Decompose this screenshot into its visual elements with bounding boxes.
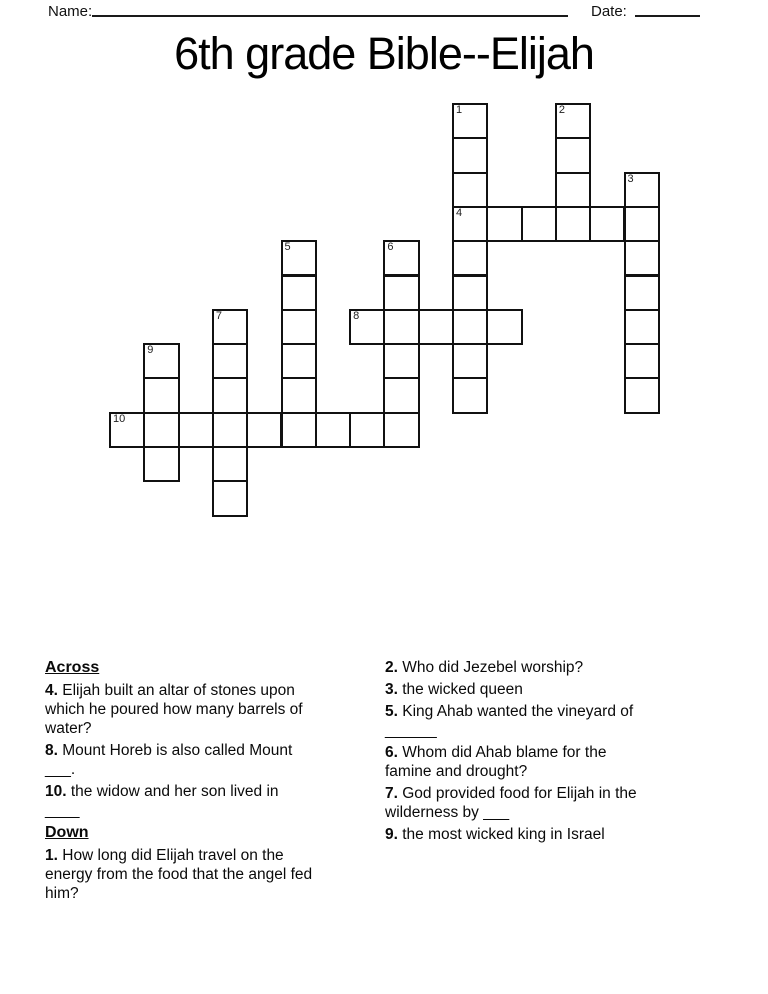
clue-item [45,681,390,738]
clue-number: 2. [385,659,398,676]
down-clues-list-left [45,846,390,903]
down-clues-list-right [385,658,717,844]
clue-text-line: ____ [45,802,80,819]
clue-text-line: 5. King Ahab wanted the vineyard of [385,703,634,720]
grid-cell[interactable] [281,343,317,379]
grid-cell[interactable] [452,172,488,208]
clue-text-line: water? [45,720,92,737]
cell-number: 3 [627,172,634,185]
clue-text-line: 7. God provided food for Elijah in the [385,785,637,802]
grid-cell[interactable] [555,206,591,242]
grid-cell[interactable] [109,412,145,448]
grid-cell[interactable] [418,309,454,345]
grid-cell[interactable] [212,480,248,516]
clue-text-line: famine and drought? [385,763,528,780]
grid-cell[interactable] [452,377,488,413]
clue-text-line: ___. [45,761,76,778]
cell-number: 5 [284,241,291,254]
clue-item [45,741,390,779]
clue-text-line: 2. Who did Jezebel worship? [385,659,584,676]
grid-cell[interactable] [521,206,557,242]
clue-number: 5. [385,703,398,720]
grid-cell[interactable] [281,377,317,413]
clue-text-line: ______ [385,722,437,739]
grid-cell[interactable] [486,206,522,242]
grid-cell[interactable] [452,343,488,379]
grid-cell[interactable] [315,412,351,448]
cell-number: 7 [215,309,223,322]
grid-cell[interactable] [383,377,419,413]
grid-cell[interactable] [212,412,248,448]
grid-cell[interactable] [178,412,214,448]
across-heading: Across [45,659,100,676]
grid-cell[interactable] [281,412,317,448]
clue-item [385,680,717,699]
grid-cell[interactable] [589,206,625,242]
grid-cell[interactable] [452,240,488,276]
down-heading: Down [45,824,89,841]
grid-cell[interactable] [624,240,660,276]
clue-text-line: 6. Whom did Ahab blame for the [385,744,607,761]
page-title: 6th grade Bible--Elijah [174,28,594,79]
grid-cell[interactable] [143,412,179,448]
date-input-line[interactable] [635,15,700,17]
clue-text-line: him? [45,885,79,902]
grid-cell[interactable] [624,377,660,413]
grid-cell[interactable] [624,206,660,242]
grid-cell[interactable] [452,103,488,139]
grid-cell[interactable] [624,172,660,208]
clue-text-line: 8. Mount Horeb is also called Mount [45,742,293,759]
grid-cell[interactable] [383,343,419,379]
clue-number: 9. [385,826,398,843]
name-label: Name: [48,3,93,20]
grid-cell[interactable] [349,412,385,448]
date-label: Date: [591,3,627,20]
cell-number: 6 [387,241,394,254]
cell-number: 1 [456,104,463,116]
cell-number: 8 [353,309,360,322]
clue-text-line: wilderness by ___ [385,804,510,821]
cell-number: 10 [113,412,126,425]
grid-cell[interactable] [143,377,179,413]
clue-item [385,702,717,740]
clue-text-line: 9. the most wicked king in Israel [385,826,605,843]
clue-text-line: 1. How long did Elijah travel on the [45,847,284,864]
grid-cell[interactable] [281,309,317,345]
clue-item [385,658,717,677]
grid-cell[interactable] [212,446,248,482]
grid-cell[interactable] [452,275,488,311]
grid-cell[interactable] [383,412,419,448]
grid-cell[interactable] [246,412,282,448]
clues-left-column [45,658,390,906]
clue-number: 3. [385,681,398,698]
clue-text-line: which he poured how many barrels of [45,701,303,718]
clue-number: 8. [45,742,58,759]
grid-cell[interactable] [452,309,488,345]
clue-text-line: 4. Elijah built an altar of stones upon [45,682,295,699]
clue-item [45,846,390,903]
grid-cell[interactable] [624,275,660,311]
grid-cell[interactable] [143,446,179,482]
grid-cell[interactable] [555,103,591,139]
grid-cell[interactable] [212,377,248,413]
clue-text-line: 10. the widow and her son lived in [45,783,279,800]
grid-cell[interactable] [555,172,591,208]
clue-item [385,784,717,822]
clue-number: 6. [385,744,398,761]
grid-cell[interactable] [212,343,248,379]
clue-number: 1. [45,847,58,864]
grid-cell[interactable] [383,275,419,311]
grid-cell[interactable] [281,275,317,311]
grid-cell[interactable] [143,343,179,379]
grid-cell[interactable] [212,309,248,345]
clue-text-line: 3. the wicked queen [385,681,523,698]
clue-number: 10. [45,783,67,800]
grid-cell[interactable] [452,206,488,242]
clue-text-line: energy from the food that the angel fed [45,866,313,883]
cell-number: 9 [147,344,154,357]
across-clues-list [45,681,390,820]
grid-cell[interactable] [383,240,419,276]
grid-cell[interactable] [383,309,419,345]
clue-number: 4. [45,682,58,699]
grid-cell[interactable] [486,309,522,345]
name-input-line[interactable] [92,15,568,17]
cell-number: 2 [558,104,566,116]
clue-number: 7. [385,785,398,802]
grid-cell[interactable] [281,240,317,276]
grid-cell[interactable] [452,137,488,173]
grid-cell[interactable] [349,309,385,345]
clue-item [45,782,390,820]
cell-number: 4 [456,206,463,219]
grid-cell[interactable] [555,137,591,173]
clue-item [385,825,717,844]
grid-cell[interactable] [624,343,660,379]
clue-item [385,743,717,781]
clues-right-column [385,658,717,847]
grid-cell[interactable] [624,309,660,345]
